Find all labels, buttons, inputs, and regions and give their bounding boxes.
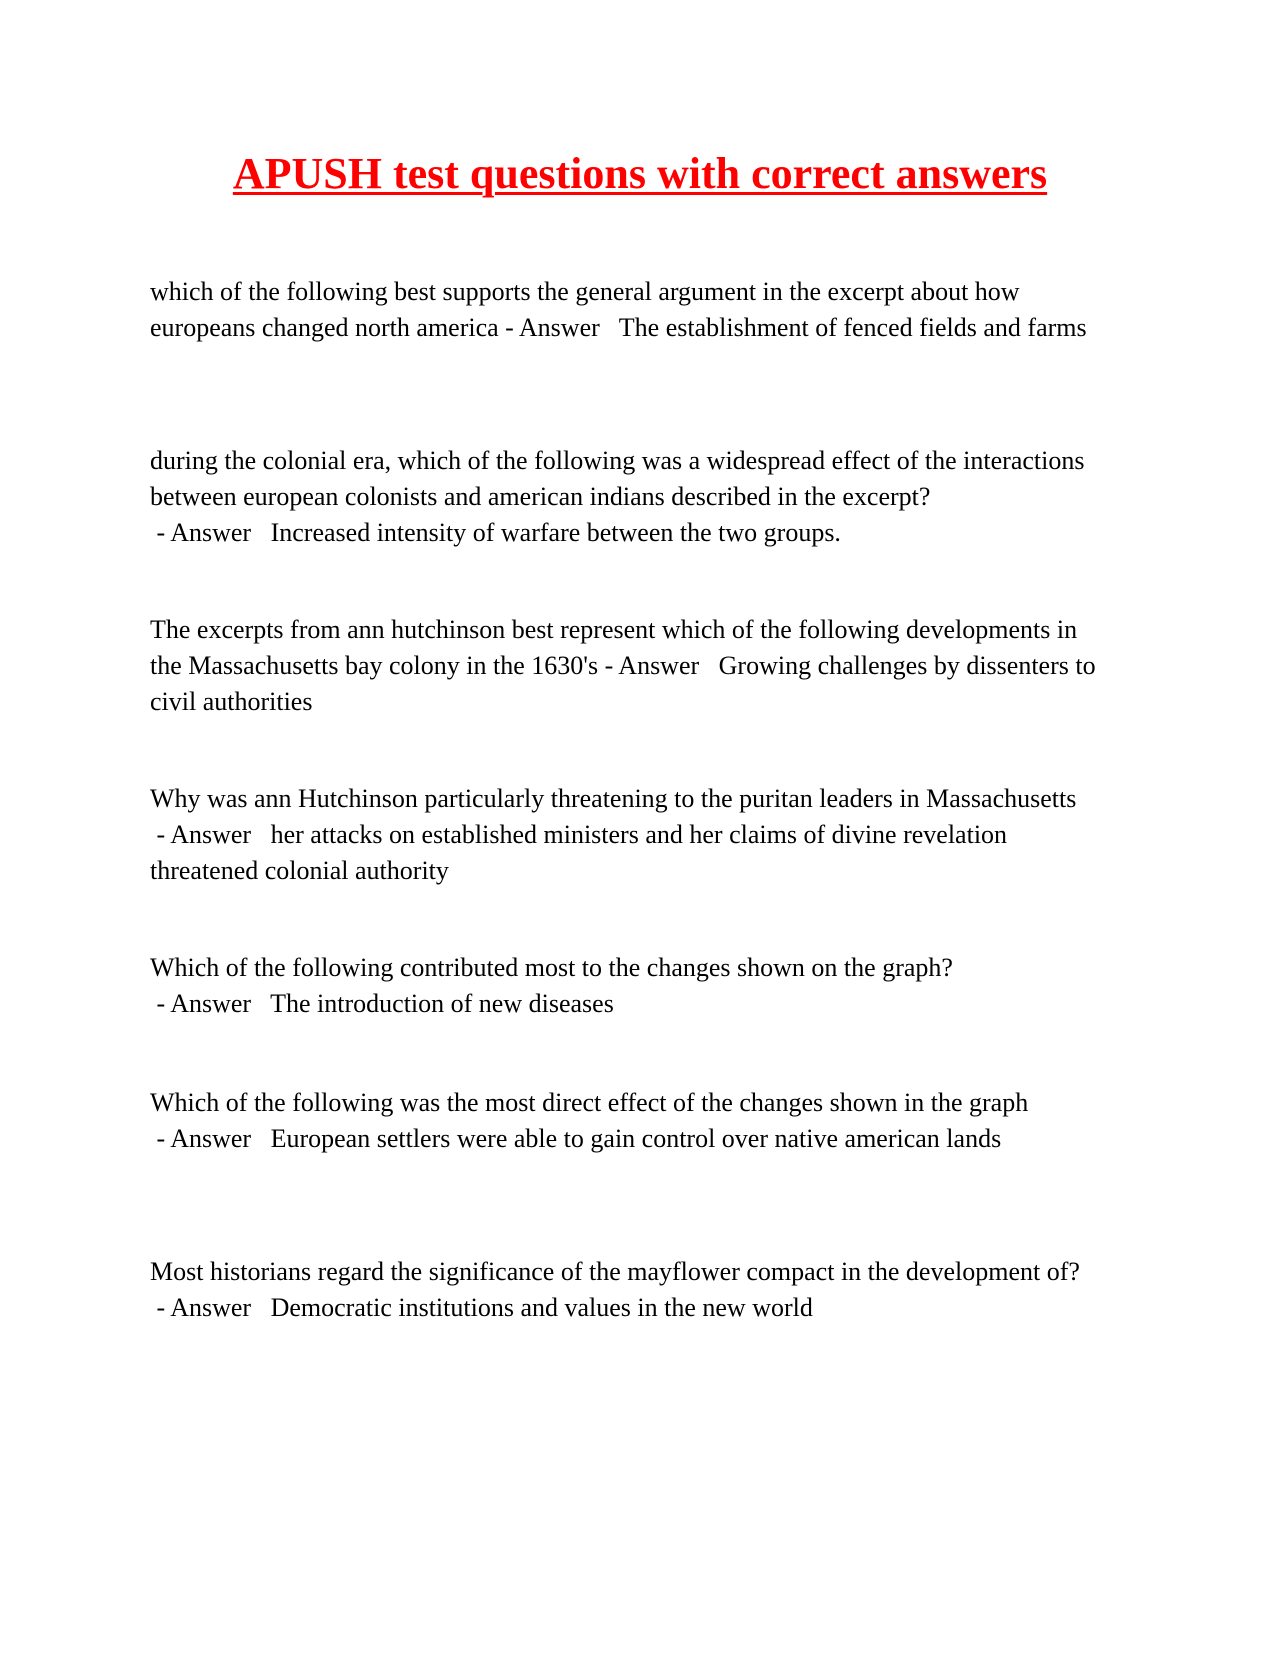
- answer-separator: - Answer: [598, 651, 719, 680]
- question-text: which of the following best supports the general argument in the excerpt about how europeans changed north america: [150, 277, 1020, 342]
- answer-text: Democratic institutions and values in the new world: [270, 1293, 813, 1322]
- qa-item-4: [150, 781, 1110, 889]
- answer-text: her attacks on established ministers and her claims of divine revelation threatened colonial authority: [150, 820, 1008, 885]
- answer-separator: - Answer: [150, 820, 271, 849]
- answer-text: Increased intensity of warfare between the two groups.: [270, 518, 841, 547]
- answer-text: The introduction of new diseases: [270, 989, 614, 1018]
- qa-item-6: [150, 1085, 1110, 1157]
- question-text: Why was ann Hutchinson particularly threatening to the puritan leaders in Massachusetts: [150, 784, 1077, 813]
- question-text: Which of the following contributed most to the changes shown on the graph?: [150, 953, 953, 982]
- answer-separator: - Answer: [150, 989, 271, 1018]
- question-text: The excerpts from ann hutchinson best represent which of the following developments in the Massachusetts bay colony in the 1630's: [150, 615, 1078, 680]
- qa-item-7: [150, 1254, 1110, 1326]
- question-text: Most historians regard the significance of the mayflower compact in the development of?: [150, 1257, 1080, 1286]
- qa-item-1: [150, 274, 1110, 346]
- answer-separator: - Answer: [150, 1293, 271, 1322]
- qa-item-5: [150, 950, 1110, 1022]
- question-text: during the colonial era, which of the following was a widespread effect of the interactions between european colonists and american indians described in the excerpt?: [150, 446, 1085, 511]
- qa-item-2: [150, 443, 1110, 551]
- question-text: Which of the following was the most direct effect of the changes shown in the graph: [150, 1088, 1029, 1117]
- answer-text: European settlers were able to gain control over native american lands: [270, 1124, 1002, 1153]
- answer-text: Growing challenges by dissenters to civil authorities: [150, 651, 1096, 716]
- qa-item-3: [150, 612, 1110, 720]
- answer-separator: - Answer: [150, 1124, 271, 1153]
- answer-separator: - Answer: [498, 313, 619, 342]
- answer-separator: - Answer: [150, 518, 271, 547]
- answer-text: The establishment of fenced fields and farms: [618, 313, 1087, 342]
- document-title: APUSH test questions with correct answers: [232, 149, 1048, 198]
